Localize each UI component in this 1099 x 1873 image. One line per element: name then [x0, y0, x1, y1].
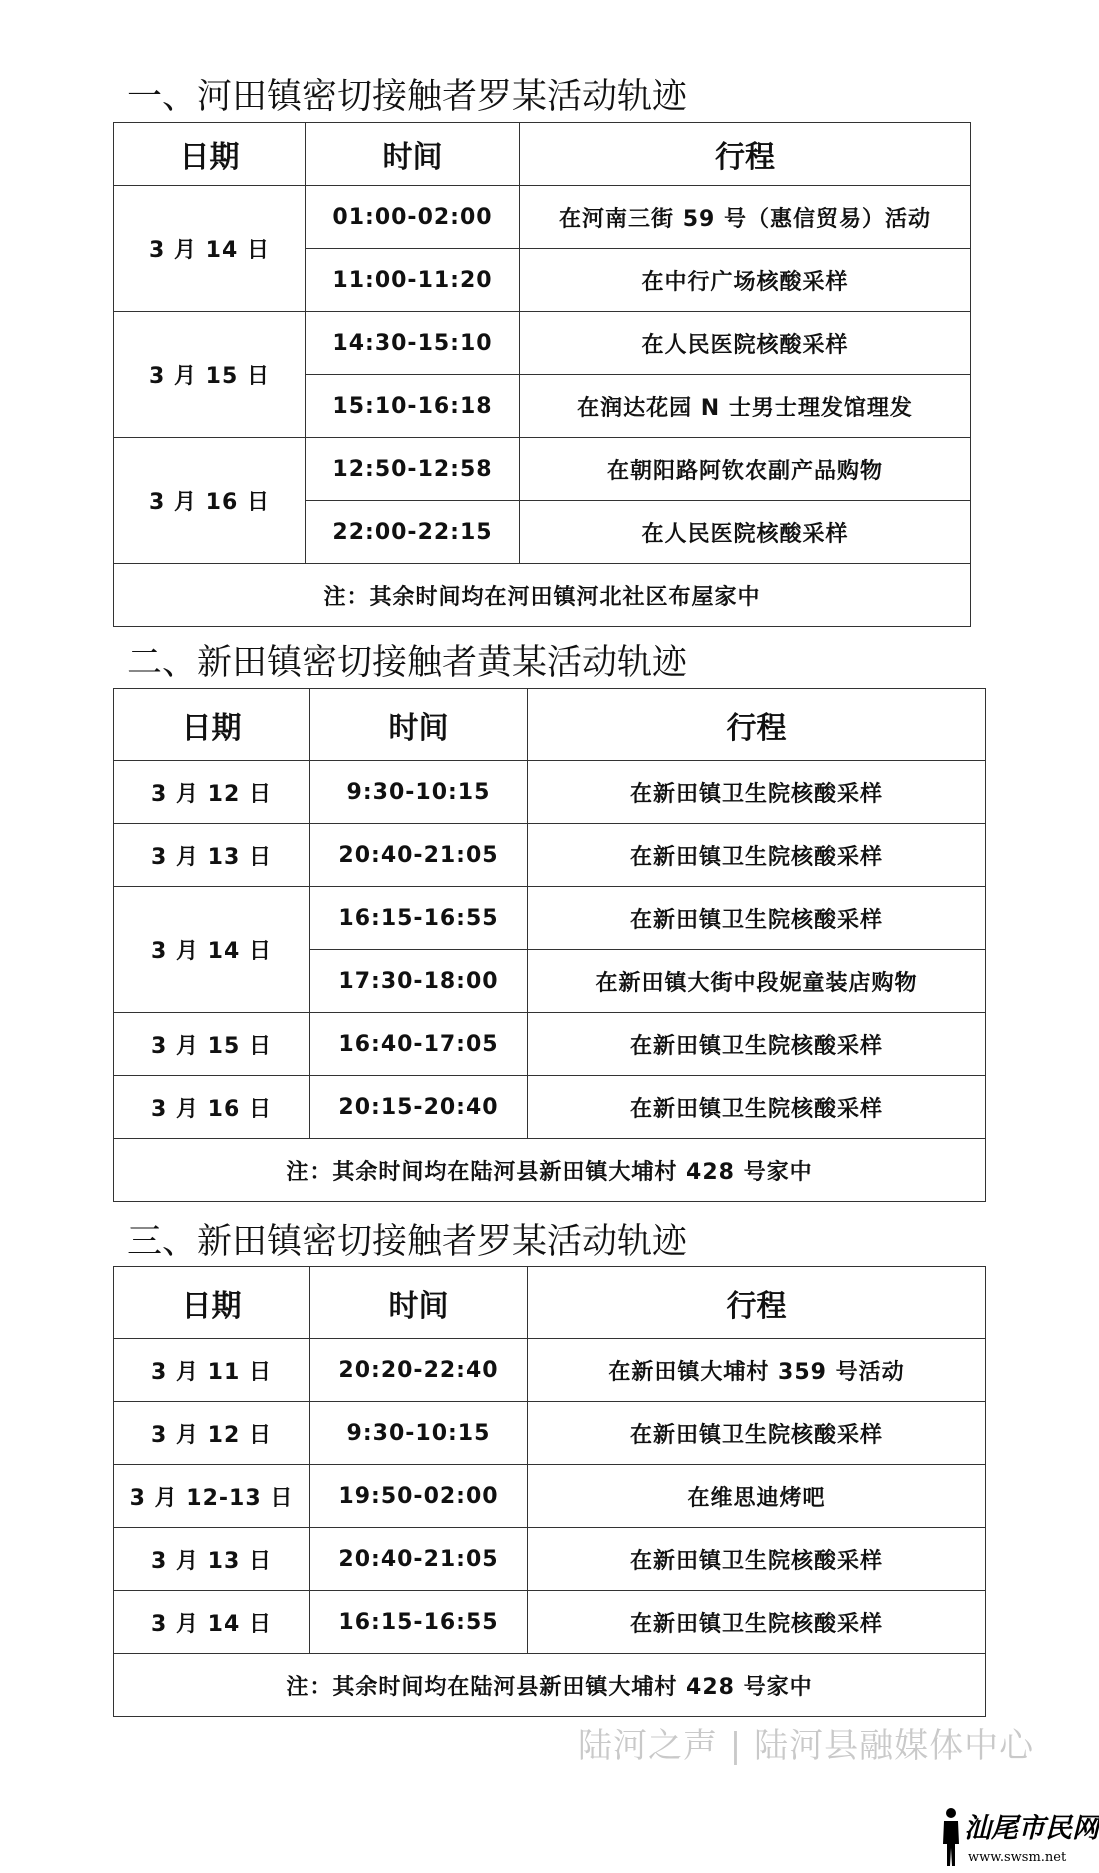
place-cell: 在新田镇大街中段妮童装店购物 — [528, 950, 986, 1013]
section-title: 一、河田镇密切接触者罗某活动轨迹 — [127, 77, 688, 117]
date-cell: 3 月 13 日 — [114, 1528, 310, 1591]
date-cell: 3 月 12 日 — [114, 761, 310, 824]
logo-url: www.swsm.net — [968, 1850, 1067, 1865]
place-cell: 在人民医院核酸采样 — [520, 501, 971, 564]
place-cell: 在新田镇卫生院核酸采样 — [528, 1402, 986, 1465]
note-row — [114, 1654, 986, 1717]
date-cell: 3 月 16 日 — [114, 438, 306, 564]
date-cell: 3 月 13 日 — [114, 824, 310, 887]
table-row — [114, 824, 986, 887]
trajectory-table — [113, 122, 971, 627]
place-cell: 在朝阳路阿钦农副产品购物 — [520, 438, 971, 501]
date-cell: 3 月 14 日 — [114, 887, 310, 1013]
date-cell: 3 月 14 日 — [114, 1591, 310, 1654]
place-cell: 在人民医院核酸采样 — [520, 312, 971, 375]
time-cell: 15:10-16:18 — [306, 375, 520, 438]
place-cell: 在新田镇卫生院核酸采样 — [528, 1013, 986, 1076]
place-cell: 在新田镇大埔村 359 号活动 — [528, 1339, 986, 1402]
header-time: 时间 — [310, 689, 528, 761]
person-silhouette-icon — [940, 1806, 962, 1868]
time-cell: 20:40-21:05 — [310, 1528, 528, 1591]
time-cell: 22:00-22:15 — [306, 501, 520, 564]
note-row — [114, 564, 971, 627]
place-cell: 在新田镇卫生院核酸采样 — [528, 761, 986, 824]
table-row — [114, 1339, 986, 1402]
date-cell: 3 月 11 日 — [114, 1339, 310, 1402]
place-cell: 在维思迪烤吧 — [528, 1465, 986, 1528]
time-cell: 20:15-20:40 — [310, 1076, 528, 1139]
time-cell: 9:30-10:15 — [310, 1402, 528, 1465]
note-cell: 注：其余时间均在河田镇河北社区布屋家中 — [114, 564, 971, 627]
place-cell: 在新田镇卫生院核酸采样 — [528, 1591, 986, 1654]
table-row — [114, 1465, 986, 1528]
header-time: 时间 — [310, 1267, 528, 1339]
trajectory-table — [113, 1266, 986, 1717]
table-row — [114, 761, 986, 824]
header-time: 时间 — [306, 123, 520, 186]
time-cell: 16:15-16:55 — [310, 887, 528, 950]
note-cell: 注：其余时间均在陆河县新田镇大埔村 428 号家中 — [114, 1139, 986, 1202]
place-cell: 在河南三街 59 号（惠信贸易）活动 — [520, 186, 971, 249]
place-cell: 在新田镇卫生院核酸采样 — [528, 1076, 986, 1139]
time-cell: 01:00-02:00 — [306, 186, 520, 249]
header-row — [114, 689, 986, 761]
time-cell: 20:40-21:05 — [310, 824, 528, 887]
header-date: 日期 — [114, 1267, 310, 1339]
header-row — [114, 123, 971, 186]
time-cell: 12:50-12:58 — [306, 438, 520, 501]
place-cell: 在新田镇卫生院核酸采样 — [528, 887, 986, 950]
table-row — [114, 1013, 986, 1076]
section-title: 三、新田镇密切接触者罗某活动轨迹 — [127, 1222, 688, 1262]
table-row — [114, 438, 971, 501]
table-row — [114, 186, 971, 249]
place-cell: 在新田镇卫生院核酸采样 — [528, 824, 986, 887]
source-watermark: 陆河之声 | 陆河县融媒体中心 — [578, 1726, 1035, 1766]
time-cell: 14:30-15:10 — [306, 312, 520, 375]
trajectory-table — [113, 688, 986, 1202]
time-cell: 9:30-10:15 — [310, 761, 528, 824]
note-cell: 注：其余时间均在陆河县新田镇大埔村 428 号家中 — [114, 1654, 986, 1717]
place-cell: 在新田镇卫生院核酸采样 — [528, 1528, 986, 1591]
header-itinerary: 行程 — [520, 123, 971, 186]
table-row — [114, 1591, 986, 1654]
table-row — [114, 312, 971, 375]
date-cell: 3 月 14 日 — [114, 186, 306, 312]
time-cell: 20:20-22:40 — [310, 1339, 528, 1402]
time-cell: 16:15-16:55 — [310, 1591, 528, 1654]
section-title: 二、新田镇密切接触者黄某活动轨迹 — [127, 643, 688, 683]
header-row — [114, 1267, 986, 1339]
table-row — [114, 1402, 986, 1465]
date-cell: 3 月 12 日 — [114, 1402, 310, 1465]
time-cell: 19:50-02:00 — [310, 1465, 528, 1528]
time-cell: 17:30-18:00 — [310, 950, 528, 1013]
header-date: 日期 — [114, 123, 306, 186]
time-cell: 11:00-11:20 — [306, 249, 520, 312]
logo-text: 汕尾市民网 — [964, 1813, 1099, 1844]
date-cell: 3 月 12-13 日 — [114, 1465, 310, 1528]
date-cell: 3 月 16 日 — [114, 1076, 310, 1139]
header-itinerary: 行程 — [528, 1267, 986, 1339]
time-cell: 16:40-17:05 — [310, 1013, 528, 1076]
place-cell: 在中行广场核酸采样 — [520, 249, 971, 312]
table-row — [114, 1076, 986, 1139]
date-cell: 3 月 15 日 — [114, 1013, 310, 1076]
header-itinerary: 行程 — [528, 689, 986, 761]
note-row — [114, 1139, 986, 1202]
place-cell: 在润达花园 N 士男士理发馆理发 — [520, 375, 971, 438]
table-row — [114, 887, 986, 950]
header-date: 日期 — [114, 689, 310, 761]
date-cell: 3 月 15 日 — [114, 312, 306, 438]
table-row — [114, 1528, 986, 1591]
site-logo — [940, 1800, 1099, 1873]
